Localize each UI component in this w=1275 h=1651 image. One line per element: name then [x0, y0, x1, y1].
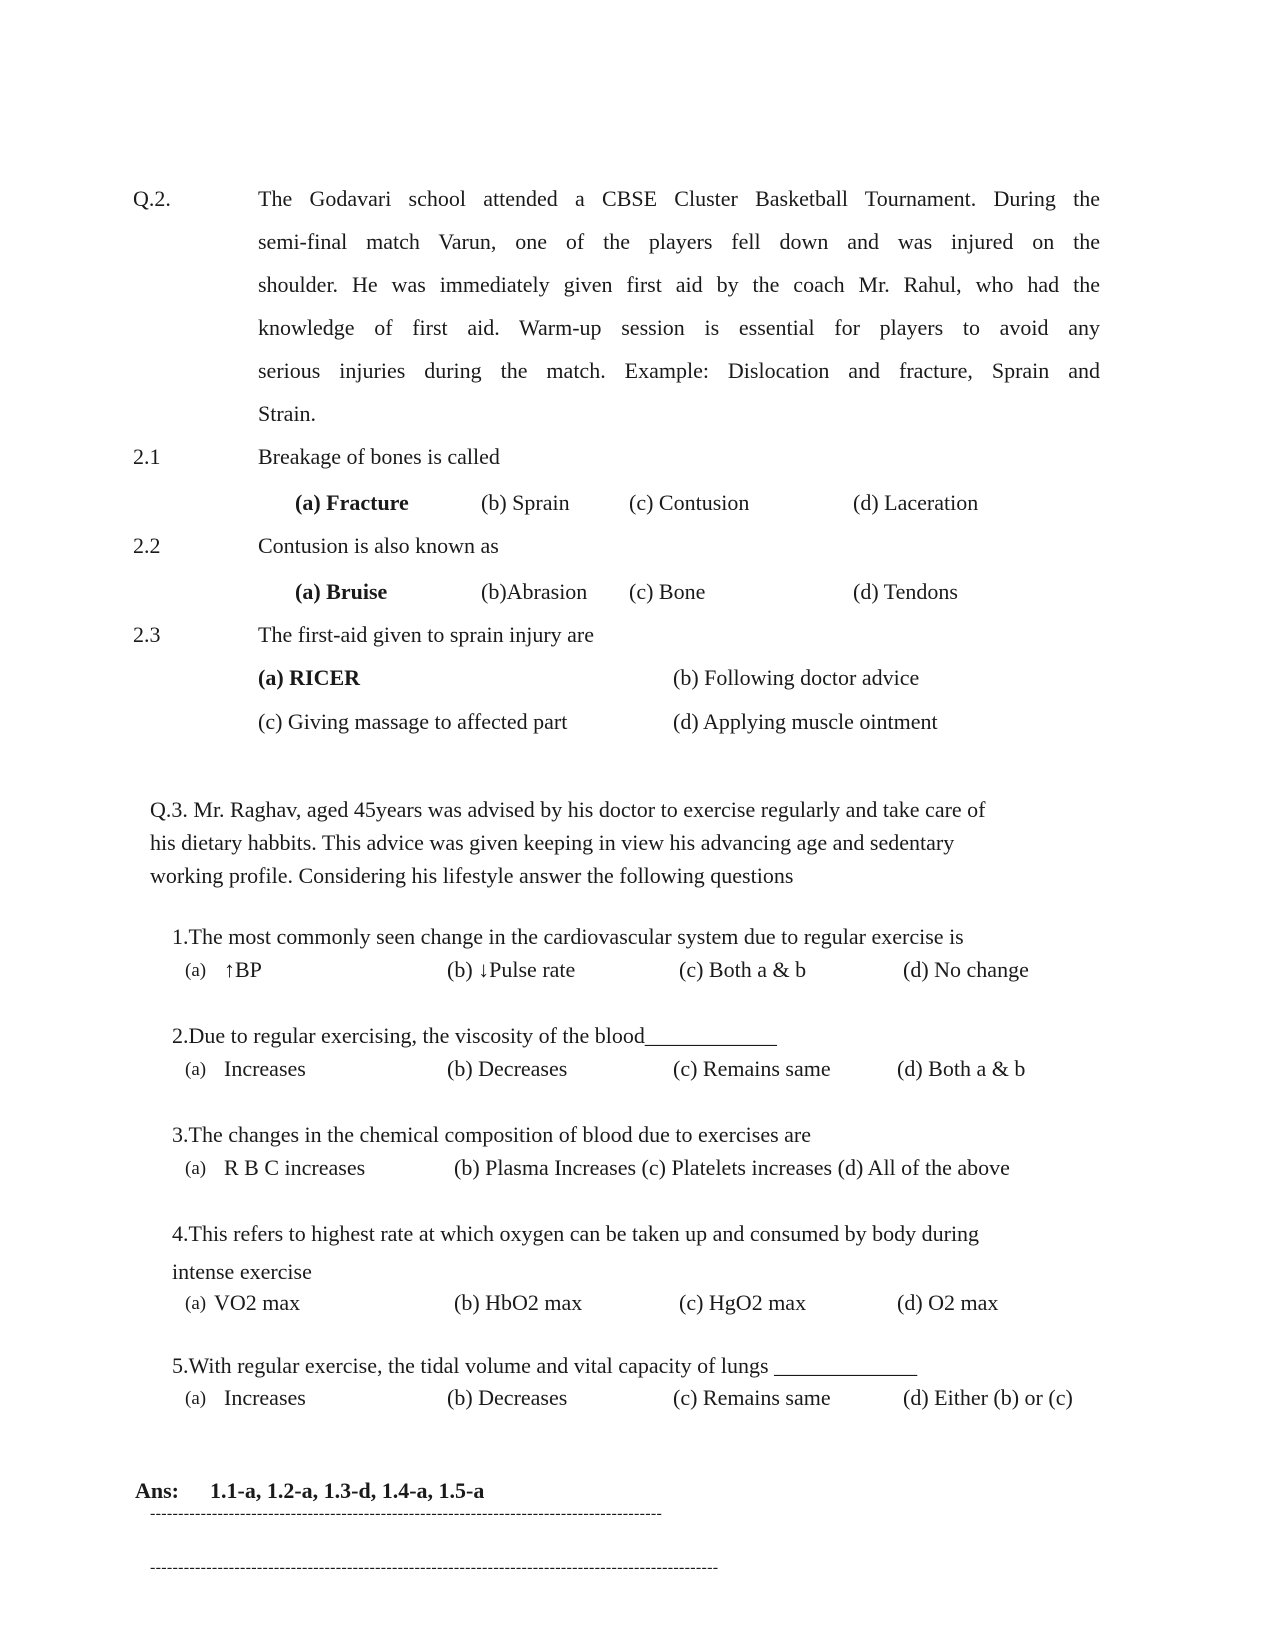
option: (c) Giving massage to affected part	[258, 709, 568, 734]
option: (d) Either (b) or (c)	[903, 1385, 1073, 1410]
option: (d) O2 max	[897, 1290, 999, 1315]
option-marker: (a)	[185, 960, 207, 981]
q2-passage-line: serious injuries during the match. Example: Dislocation and fracture, Sprain and	[258, 358, 1100, 383]
option: (b)Abrasion	[481, 579, 588, 604]
option: (b) ↓Pulse rate	[447, 957, 576, 982]
option: R B C increases	[224, 1155, 366, 1180]
option: (d) Tendons	[853, 579, 958, 604]
option: (d) Laceration	[853, 490, 979, 515]
question-text: 5.With regular exercise, the tidal volume and vital capacity of lungs _____________	[172, 1353, 918, 1378]
question-text: 4.This refers to highest rate at which oxygen can be taken up and consumed by body during	[172, 1221, 980, 1246]
q2-passage-line: Strain.	[258, 401, 317, 426]
option: Increases	[224, 1056, 306, 1081]
option: (b) Sprain	[481, 490, 570, 515]
question-number: 2.1	[133, 444, 161, 469]
option: (c) Remains same	[673, 1056, 831, 1081]
option: (b) Plasma Increases (c) Platelets increases (d) All of the above	[454, 1155, 1010, 1180]
q2-passage-line: The Godavari school attended a CBSE Cluster Basketball Tournament. During the	[258, 186, 1100, 211]
option-marker: (a)	[185, 1388, 207, 1409]
q2-passage	[258, 177, 1100, 435]
question-text: 2.Due to regular exercising, the viscosity of the blood____________	[172, 1023, 777, 1048]
option: (b) Following doctor advice	[673, 665, 920, 690]
question-text: intense exercise	[172, 1259, 312, 1284]
dashed-line: -----------------------------------------------------------------------------------------------------	[150, 1559, 719, 1576]
option-marker: (a)	[185, 1293, 207, 1314]
q3-intro-line: his dietary habbits. This advice was given keeping in view his advancing age and sedentary	[150, 830, 955, 855]
q2-passage-line: knowledge of first aid. Warm-up session is essential for players to avoid any	[258, 315, 1100, 340]
dashed-line: -------------------------------------------------------------------------------------------	[150, 1505, 663, 1522]
answers-label: Ans:	[135, 1478, 180, 1503]
question-number: 2.2	[133, 533, 161, 558]
option: (d) No change	[903, 957, 1029, 982]
option: Increases	[224, 1385, 306, 1410]
option: (b) HbO2 max	[454, 1290, 583, 1315]
q2-passage-line: semi-final match Varun, one of the players fell down and was injured on the	[258, 229, 1100, 254]
option: VO2 max	[214, 1290, 301, 1315]
option: (c) Both a & b	[679, 957, 807, 982]
option-marker: (a)	[185, 1158, 207, 1179]
q2-passage-line: shoulder. He was immediately given first aid by the coach Mr. Rahul, who had the	[258, 272, 1100, 297]
option: ↑BP	[224, 957, 262, 982]
option-marker: (a)	[185, 1059, 207, 1080]
answers-value: 1.1-a, 1.2-a, 1.3-d, 1.4-a, 1.5-a	[210, 1478, 485, 1503]
option: (c) Bone	[629, 579, 706, 604]
option: (c) Remains same	[673, 1385, 831, 1410]
option-correct: (a) Bruise	[295, 579, 388, 604]
q3-intro	[150, 793, 1105, 892]
question-text: 1.The most commonly seen change in the cardiovascular system due to regular exercise is	[172, 924, 964, 949]
option: (c) Contusion	[629, 490, 750, 515]
q3-intro-line: Q.3. Mr. Raghav, aged 45years was advised by his doctor to exercise regularly and take care of	[150, 797, 986, 822]
question-text: The first-aid given to sprain injury are	[258, 622, 595, 647]
q3-intro-line: working profile. Considering his lifestyle answer the following questions	[150, 863, 794, 888]
q2-label: Q.2.	[133, 186, 171, 211]
question-number: 2.3	[133, 622, 161, 647]
option: (d) Both a & b	[897, 1056, 1026, 1081]
question-text: Breakage of bones is called	[258, 444, 500, 469]
question-text: 3.The changes in the chemical composition of blood due to exercises are	[172, 1122, 812, 1147]
option: (b) Decreases	[447, 1056, 568, 1081]
option: (d) Applying muscle ointment	[673, 709, 938, 734]
option: (b) Decreases	[447, 1385, 568, 1410]
option-correct: (a) RICER	[258, 665, 361, 690]
option: (c) HgO2 max	[679, 1290, 807, 1315]
question-text: Contusion is also known as	[258, 533, 499, 558]
option-correct: (a) Fracture	[295, 490, 409, 515]
